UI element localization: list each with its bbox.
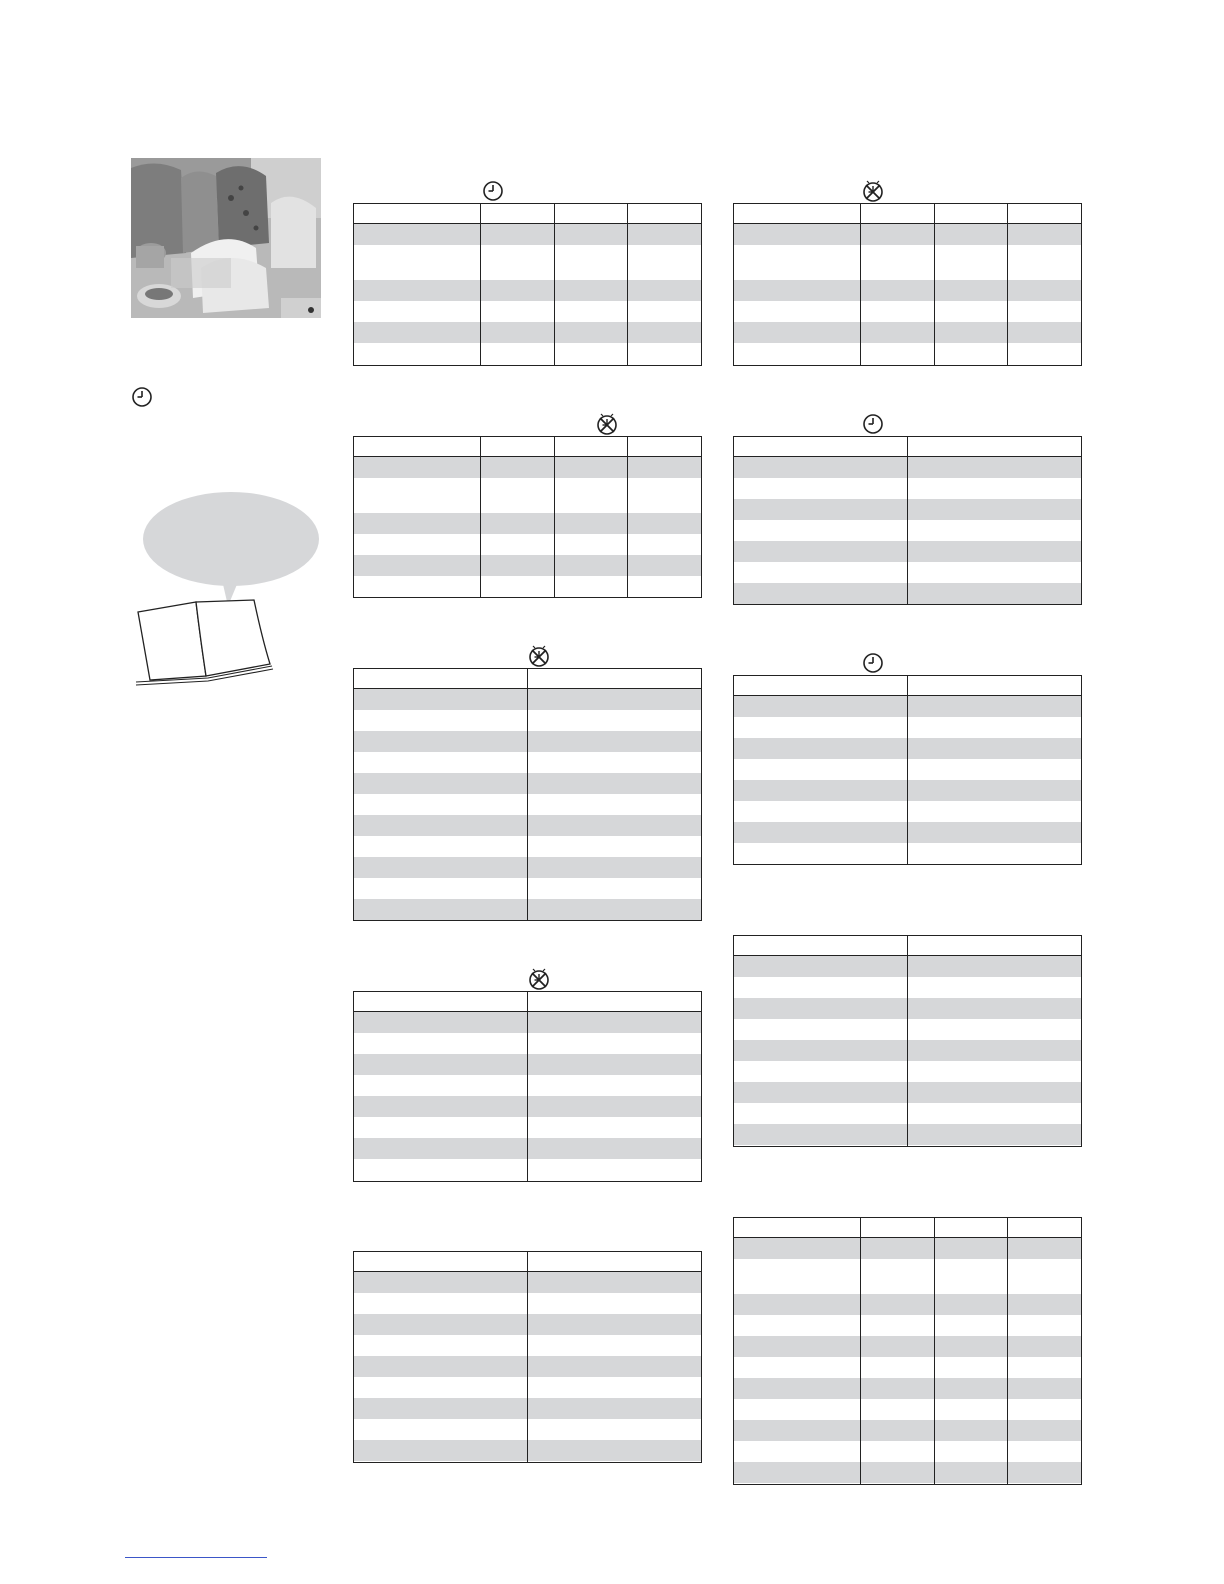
table-row bbox=[354, 555, 701, 576]
table-9 bbox=[733, 935, 1082, 1147]
table-row bbox=[734, 1399, 1081, 1420]
table-row bbox=[734, 245, 1081, 280]
table-3 bbox=[353, 668, 702, 921]
table-row bbox=[734, 301, 1081, 322]
table-row bbox=[734, 322, 1081, 343]
table-10 bbox=[733, 1217, 1082, 1485]
bread-photo bbox=[131, 158, 321, 318]
table-row bbox=[354, 478, 701, 513]
table-row bbox=[734, 1294, 1081, 1315]
table-row bbox=[354, 224, 701, 245]
table-row bbox=[734, 1357, 1081, 1378]
table-header bbox=[354, 204, 701, 224]
table-row bbox=[734, 1259, 1081, 1294]
timer-clock-icon bbox=[131, 386, 153, 413]
table-header bbox=[354, 437, 701, 457]
bread-photo-image bbox=[131, 158, 321, 318]
table-row bbox=[734, 1378, 1081, 1399]
table-row bbox=[354, 301, 701, 322]
footer-rule bbox=[125, 1557, 267, 1558]
table-row bbox=[734, 1441, 1081, 1462]
table-2 bbox=[353, 436, 702, 598]
table-row bbox=[734, 1315, 1081, 1336]
tip-illustration bbox=[130, 490, 325, 690]
table-row bbox=[354, 245, 701, 280]
table-row bbox=[354, 513, 701, 534]
table-row bbox=[354, 534, 701, 555]
table-row bbox=[354, 280, 701, 301]
table-8 bbox=[733, 675, 1082, 865]
table-row bbox=[734, 1420, 1081, 1441]
table-row bbox=[734, 280, 1081, 301]
table-row bbox=[734, 1238, 1081, 1259]
table-row bbox=[354, 343, 701, 364]
table-row bbox=[734, 1462, 1081, 1483]
table-7 bbox=[733, 436, 1082, 605]
table-5 bbox=[353, 1251, 702, 1463]
table-row bbox=[354, 576, 701, 597]
table-4 bbox=[353, 991, 702, 1182]
table-row bbox=[354, 322, 701, 343]
table-1 bbox=[353, 203, 702, 366]
table-row bbox=[734, 343, 1081, 364]
table-header bbox=[734, 204, 1081, 224]
table-row bbox=[734, 224, 1081, 245]
speech-bubble-book-icon bbox=[130, 490, 325, 690]
table-header bbox=[734, 1218, 1081, 1238]
table-row bbox=[354, 457, 701, 478]
table-6 bbox=[733, 203, 1082, 366]
table-row bbox=[734, 1336, 1081, 1357]
